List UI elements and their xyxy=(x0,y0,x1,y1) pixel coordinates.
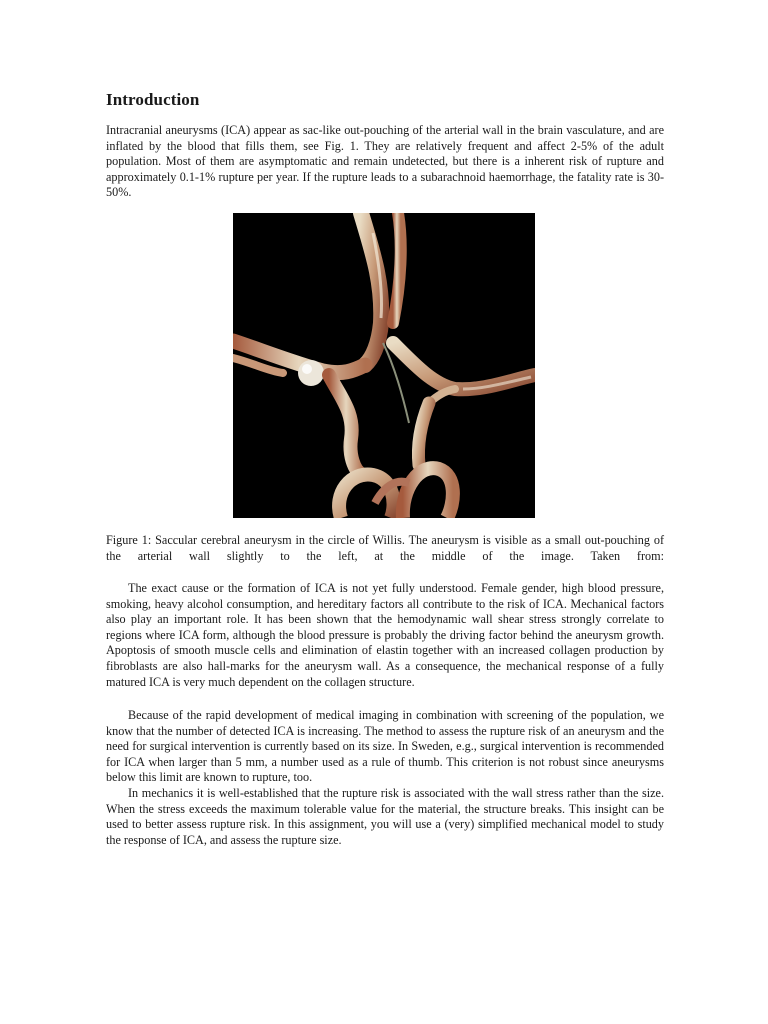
body-paragraph: Because of the rapid development of medical imaging in combination with screening of the population, we know that the number of detected ICA is increasing. The method to assess the rupture risk of an aneurysm and the need for surgical intervention is currently based on its size. In Sweden, e.g., surgical intervention is recommended for ICA when larger than 5 mm, a number used as a rule of thumb. This criterion is not robust since aneurysms below this limit are known to rupture, too. xyxy=(106,708,664,785)
section-heading: Introduction xyxy=(106,90,200,109)
body-paragraph: In mechanics it is well-established that the rupture risk is associated with the wall stress rather than the size. When the stress exceeds the maximum tolerable value for the material, the structure breaks. This insight can be used to better assess rupture risk. In this assignment, you will use a (very) simplified mechanical model to study the response of ICA, and assess the rupture size. xyxy=(106,786,664,847)
figure-caption: Figure 1: Saccular cerebral aneurysm in the circle of Willis. The aneurysm is visible as a small out-pouching of the arterial wall slightly to the left, at the middle of the image. Taken from: xyxy=(106,533,664,563)
intro-paragraph: Intracranial aneurysms (ICA) appear as sac-like out-pouching of the arterial wall in the brain vasculature, and are inflated by the blood that fills them, see Fig. 1. They are relatively frequent and affect 2-5% of the adult population. Most of them are asymptomatic and remain undetected, but there is a inherent risk of rupture and approximately 0.1-1% rupture per year. If the rupture leads to a subarachnoid haemorrhage, the fatality rate is 30-50%. xyxy=(106,123,664,200)
body-paragraph: The exact cause or the formation of ICA is not yet fully understood. Female gender, high blood pressure, smoking, heavy alcohol consumption, and hereditary factors all contribute to the risk of ICA. Mechanical factors also play an important role. It has been shown that the hemodynamic wall shear stress strongly correlate to regions where ICA form, although the blood pressure is probably the driving factor behind the aneurysm growth. Apoptosis of smooth muscle cells and elimination of elastin together with an increased collagen production by fibroblasts are also hall-marks for the aneurysm wall. As a consequence, the mechanical response of a fully matured ICA is very much dependent on the collagen structure. xyxy=(106,581,664,689)
figure-image-circle-of-willis xyxy=(233,213,535,518)
vessel-photo-illustration xyxy=(233,213,535,518)
